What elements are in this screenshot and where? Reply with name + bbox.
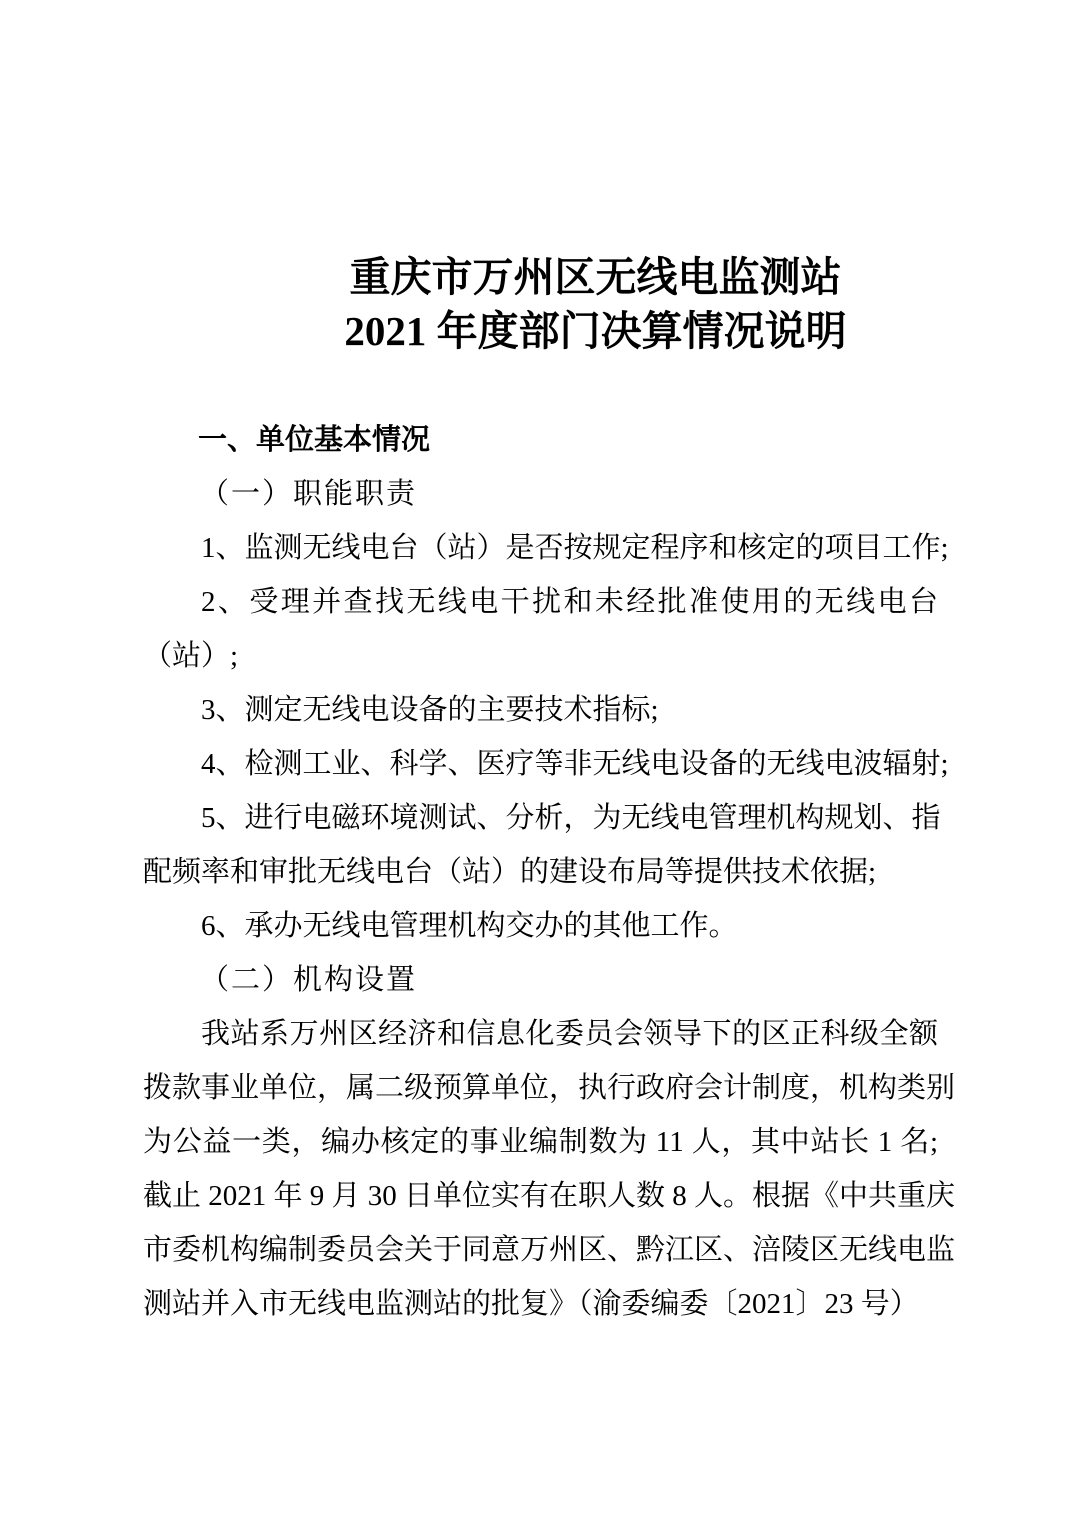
paragraph-line: 5、进行电磁环境测试、分析，为无线电管理机构规划、指	[201, 802, 941, 834]
paragraph-line: 拨款事业单位，属二级预算单位，执行政府会计制度，机构类别	[143, 1072, 956, 1104]
subsection-heading-structure: （二）机构设置	[200, 964, 418, 996]
paragraph-line: 4、检测工业、科学、医疗等非无线电设备的无线电波辐射;	[201, 748, 949, 780]
paragraph-line: 测站并入市无线电监测站的批复》（渝委编委〔2021〕23 号）	[143, 1288, 919, 1320]
paragraph-line: 我站系万州区经济和信息化委员会领导下的区正科级全额	[201, 1018, 938, 1050]
paragraph-line: 截止 2021 年 9 月 30 日单位实有在职人数 8 人。根据《中共重庆	[143, 1180, 956, 1212]
document-title-line-1: 重庆市万州区无线电监测站	[349, 254, 842, 300]
paragraph-line: 6、承办无线电管理机构交办的其他工作。	[201, 910, 738, 942]
paragraph-line: 1、监测无线电台（站）是否按规定程序和核定的项目工作;	[201, 532, 949, 564]
document-title-line-2: 2021 年度部门决算情况说明	[344, 308, 847, 354]
paragraph-line: 为公益一类，编办核定的事业编制数为 11 人，其中站长 1 名;	[143, 1126, 938, 1158]
document-body	[143, 413, 956, 1331]
paragraph-line: 2、受理并查找无线电干扰和未经批准使用的无线电台	[201, 586, 938, 618]
paragraph-line: 3、测定无线电设备的主要技术指标;	[201, 694, 659, 726]
paragraph-line: （站）;	[143, 640, 239, 672]
subsection-heading-duties: （一）职能职责	[200, 478, 418, 510]
document-title	[143, 250, 938, 358]
paragraph-line: 配频率和审批无线电台（站）的建设布局等提供技术依据;	[143, 856, 877, 888]
paragraph-line: 市委机构编制委员会关于同意万州区、黔江区、涪陵区无线电监	[143, 1234, 956, 1266]
section-heading-basic-info: 一、单位基本情况	[198, 424, 431, 456]
